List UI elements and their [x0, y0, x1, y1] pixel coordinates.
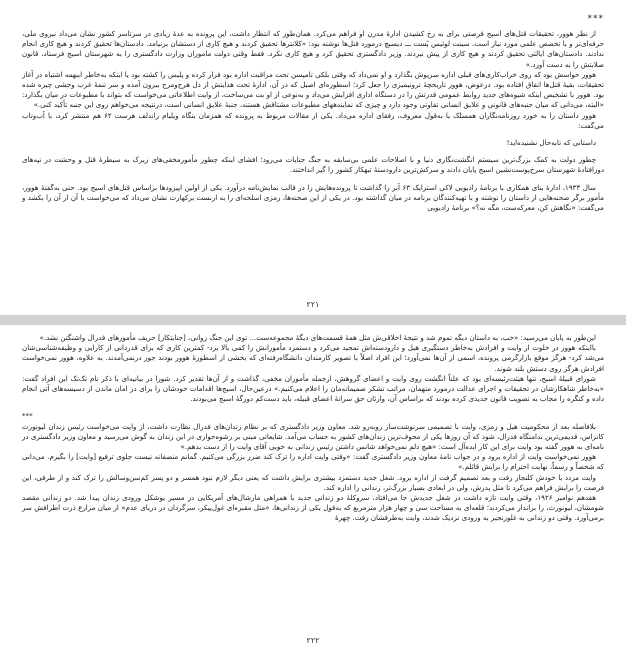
page-number: ۲۲۱ — [306, 300, 320, 309]
page-number: ۲۲۲ — [306, 636, 320, 645]
paragraph: هوور نمی‌خواست وایت از اداره برود و در جواب نامهٔ معاون وزیر دادگستری گفت: «وقتی وایت اداره را ترک کند ضرر بزرگی می‌کنیم. گمانم منصفانه نیست جلوی ترفیع [وایت] را بگیرم. می‌دانی که شخصاً و رسماً، نهایت احترام را برایش قائلم.» — [22, 452, 604, 472]
paragraph: هفدهم نوامبر ۱۹۲۶، وقتی وایت تازه داشت در شغل جدیدش جا می‌افتاد، سروکلهٔ دو زندانی جدید با همراهی مارشال‌های آمریکایی در مسیر یوشکل ورودی زندان پیدا شد. دو زندانی مقصد شومشان، لیونورث، را براندار می‌کردند؛ قلعه‌ای به مساحت سی و چهار هزار مترمربع که به‌قول یکی از زندانی‌ها، «مثل مقبره‌ای غول‌پیکر، سرگردان در دریای عدم» از میان مزارع ذرت اطرافش سر برمی‌آورد. وقتی دو زندانی به غلوزنجیر به ورودی نزدیک شدند، وایت به‌طرفشان رفت. چهرهٔ — [22, 493, 604, 523]
paragraph: هوور حواسش بود که روی خراب‌کاری‌های قبلی اداره سرپوش بگذارد و او نمی‌داد که وقتی بلکی تامپسن تحت مراقبت اداره بود فرار کرده و پلیس را کشته بود یا اینکه به‌خاطر اینهمه اشتباه در آغاز تحقیقات، بقیهٔ قتل‌ها اتفاق افتاده بود. درعوض، هوور تاریخچهٔ ترونیمیزی را جعل کرد؛ اسطوره‌ای اصیل که در آن، ادارهٔ تحت هدایتش از دل هرج‌ومرج بیرون آمده و سر تنمهٔ غرب وحشی چیره شده بود. هوور با تشخیص اینکه شیوه‌های جدید روابط عمومی قدرتش را در دستگاه اداری افزایش می‌داد و به‌نوعی از او بت می‌ساخت، از وایت اطلاعاتی می‌خواست که بتواند با مطبوعات در میان بگذارد: «البته، می‌دانی که میان جنبه‌های قانونی و علایق انسانی تفاوتی وجود دارد و چیزی که نمایندههای مطبوعات مشتاقش هستند، جنبهٔ علایق انسانی است، درنتیجه می‌خواهم روی این جنبه تأکید کنی.» — [22, 69, 604, 110]
paragraph: از نظر هوور، تحقیقات قتل‌های اسپج فرصتی برای به رخ کشیدن ادارهٔ مدرن او فراهم می‌کرد. همان‌طور که انتظار داشت، این پرونده به عدهٔ زیادی در سرتاسر کشور نشان می‌داد نیروی ملی، حرفه‌ای‌تر و با تخصص علمی مورد نیاز است. سینت لوئیس پُست ـــ دیسپچ درمورد قتل‌ها نوشته بود: «کلانترها تحقیق کردند و هیچ کاری از دستشان برنیامد. دادستان‌ها تحقیق کردند و هیچ کاری انجام ندادند. دادستان‌های ایالتی تحقیق کردند و هیچ کاری از پیش نبردند. وزیر دادگستری تحقیق کرد و هیچ کاری نکرد. فقط وقتی دولت ماموران وزارت دادگستری را به شهرستان اسیج فرستاد، قانون صلابتش را به دست آورد.» — [22, 29, 604, 69]
book-page-222 — [0, 325, 626, 652]
paragraph: شورای قبیلهٔ اسیج، تنها هیئت‌رئیسه‌ای بود که علناً انگشت روی وایت و اعضای گروهش، ازجمله مأموران مخفی، گذاشت و از آن‌ها تقدیر کرد. شورا در بیانیه‌ای با ذکر نام تک‌تک این افراد گفت: «به‌خاطر شاهکارشان در تحقیقات و اجرای عدالت درمورد متهمان، مراتب تشکر صمیمانه‌مان را اعلام می‌کنیم.» درعین‌حال، اسیج‌ها اقدامات خودشان را برای در امان ماندن از دسیسه‌های آتی انجام داده و کنگره را مجاب به تصویب قانون جدیدی کرده بودند که براساس آن، وارثان حق سرانهٔ اعضای قبیله، باید دست‌کم دورگهٔ اسیج می‌بودند. — [22, 373, 604, 404]
paragraph: سال ۱۹۳۳، ادارهٔ بنای همکاری با برنامهٔ رادیویی لاکی استرایک ۶۳ آبر را گذاشت تا پرونده‌هایش را در قالب نمایش‌نامه درآورد. یکی از اولین اپیزودها براساس قتل‌های اسیج بود. حتی به‌گفتهٔ هوور، مأمور برگر صحنه‌هایی از داستان را نوشته و با تهیه‌کنندگان برنامه در میان گذاشته بود. در یکی از این صحنه‌ها، رمزی اسلحه‌ای را به ارنست برکهارت نشان می‌داد که می‌خواست با آن از آن را بکشد و می‌گفت: «نگاهش کن، معرکه‌ست، مگه نه؟» برنامهٔ رادیویی — [22, 182, 604, 213]
paragraph: بلافاصله بعد از محکومیت هیل و رمزی، وایت با تصمیمی سرنوشت‌ساز روبه‌رو شد. معاون وزیر دادگستری که بر نظام زندان‌های فدرال نظارت داشت، از وایت می‌خواست رئیس زندان لیونورث کانزاس، قدیمی‌ترین ندامتگاه فدرال، شود که آن روزها یکی از مخوف‌ترین زندان‌های کشور به حساب می‌آمد. شایعاتی مبنی بر رشوه‌خواری در این زندان به گوش می‌رسید و معاون وزیر دادگستری در نامه‌ای به هوور گفته بود وایت برای این کار ایده‌آل است: «هیچ دلم نمی‌خواهد شانس داشتن رئیس زندانی به خوبی آقای وایت را از دست بدهم.» — [22, 421, 604, 452]
page-222-body — [22, 333, 604, 524]
paragraph: بااینکه هوور در خلوت از وایت و افرادش به‌خاطر دستگیری هیل و دارودسته‌اش تمجید می‌کرد و دستمزد مأمورانش را کمی بالا برد- کمترین کاری که برای قدردانی از کارایی و وظیفه‌شناسی‌شان می‌شد کرد- هرگز موقع بازارگرمی پرونده، اسمی از آن‌ها نمی‌آورد؛ این افراد اصلاً با تصویر کارمندان دانشگاه‌رفته‌ای که بخشی از اسطورهٔ هوور بودند جور درنمی‌آمدند. به علاوه، هوور نمی‌خواست افرادش هرگز روی دستش بلند شوند. — [22, 343, 604, 373]
paragraph: هوور داستان را به خورد روزنامه‌نگاران همسلک یا به‌قول معروف، رفقای اداره می‌داد. یکی از مقالات مربوط به پرونده که همزمان بنگاه ویلیام راندلف هرست ۶۲ هم منتشر کرد، با آب‌وتاب می‌گفت: — [22, 110, 604, 130]
section-separator: *** — [22, 411, 33, 421]
quoted-headline: داستانی که تابه‌حال نشنیده‌اید! — [506, 138, 596, 148]
paragraph: این‌طور به پایان می‌رسید: «خب، به داستان دیگه تموم شد و نتیجهٔ اخلاقی‌ش مثل همهٔ قسمت‌های دیگهٔ مجموعه‌ست... توی این جنگ روانی، [جنایتکار] حریف مأمورهای فدرال واشنگتن نشد.» — [39, 333, 596, 342]
section-separator: *** — [587, 14, 604, 24]
book-page-221 — [0, 0, 626, 315]
quoted-paragraph: چطور دولت به کمک بزرگ‌ترین سیستم انگشت‌نگاری دنیا و با اصلاحات علمی بی‌سابقه به جنگ جنایات می‌رود؛ افشای اینکه چطور مأمورمخفی‌های زیرک به سیطرهٔ قتل و وحشت در تپه‌های دورافتادهٔ شهرستان سرخ‌پوست‌نشین اسیج پایان دادند و سرکش‌ترین دارودستهٔ تبهکار کشور را گیر انداختند. — [22, 155, 604, 175]
paragraph: وایت مردد با خودش کلنجار رفت و بعد تصمیم گرفت از اداره برود. شغل جدید دستمزد بیشتری برایش داشت که یعنی دیگر لازم نبود همسر و دو پسر کم‌سن‌وسالش را ترک کند و از طرفی، این فرصت را برایش فراهم می‌کرد تا مثل پدرش، ولی در ابعادی بسیار بزرگ‌تر، زندانی را اداره کند. — [22, 472, 604, 492]
page-221-body — [22, 29, 604, 213]
